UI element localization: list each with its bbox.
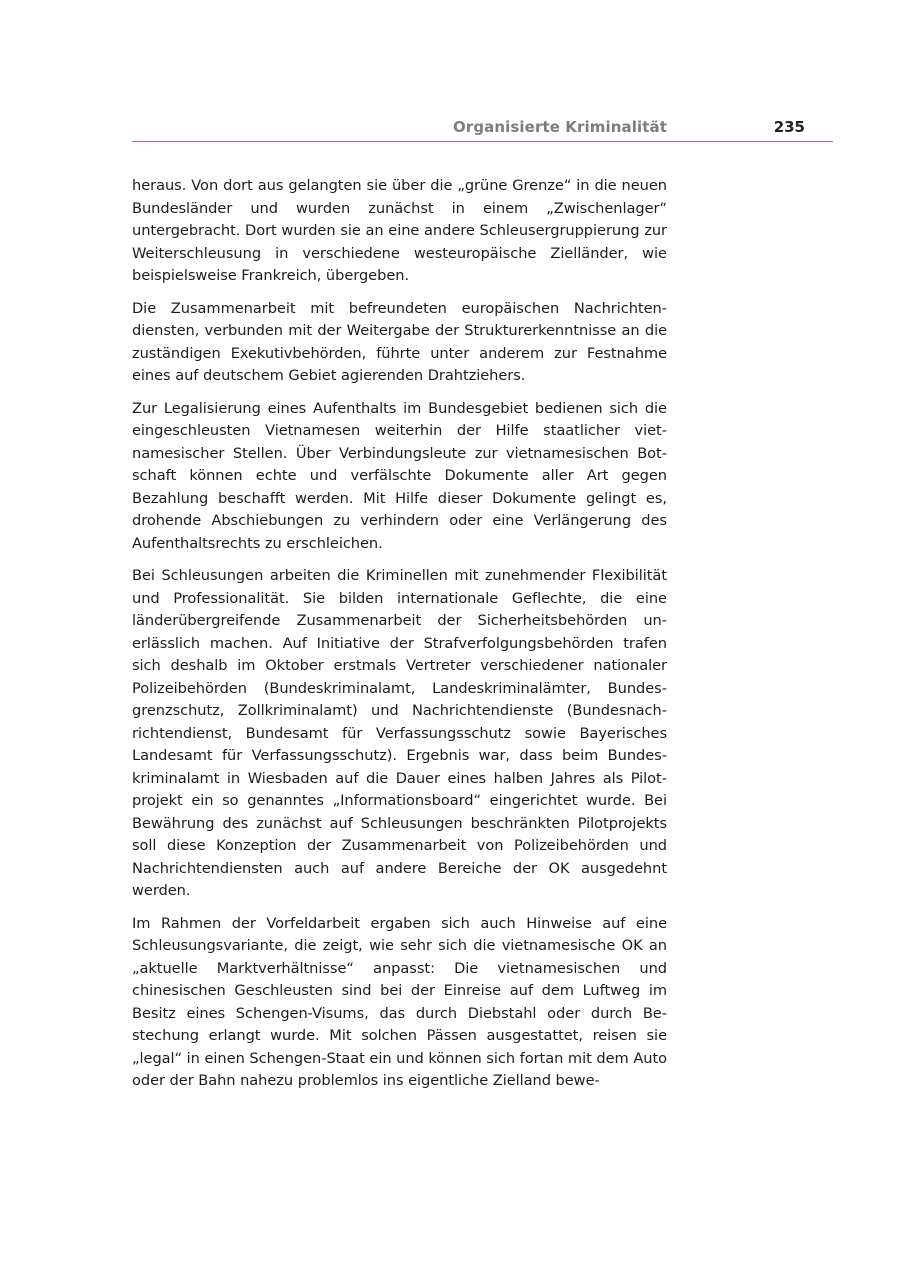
paragraph: Zur Legalisierung eines Aufenthalts im Bundesgebiet bedienen sich die eingeschleusten Vietnamesen weiterhin der Hilfe staatlicher vietnamesischer Stellen. Über Verbindungsleute zur vietnamesischen Botschaft können echte und verfälschte Dokumente aller Art gegen Bezahlung beschafft werden. Mit Hilfe dieser Dokumente gelingt es, drohende Abschiebungen zu verhindern oder eine Verlängerung des Aufenthaltsrechts zu erschleichen. <box>132 399 667 552</box>
body-text <box>132 175 667 1103</box>
paragraph: heraus. Von dort aus gelangten sie über die „grüne Grenze“ in die neuen Bundesländer und wurden zunächst in einem „Zwischenlager“ untergebracht. Dort wurden sie an eine andere Schleusergruppierung zur Weiterschleusung in verschiedene westeuropäische Zielländer, wie beispielsweise Frankreich, übergeben. <box>132 177 667 284</box>
paragraph: Bei Schleusungen arbeiten die Kriminellen mit zunehmender Flexibilität und Professionalität. Sie bilden internationale Geflechte, die eine länderübergreifende Zusammenarbeit der Sicherheitsbehörden unerlässlich machen. Auf Initiative der Strafverfolgungsbehörden trafen sich deshalb im Oktober erstmals Vertreter verschiedener nationaler Polizeibehörden (Bundeskriminalamt, Landeskriminalämter, Bundesgrenzschutz, Zollkriminalamt) und Nachrichtendienste (Bundesnachrichtendienst, Bundesamt für Verfassungsschutz sowie Bayerisches Landesamt für Verfassungsschutz). Ergebnis war, dass beim Bundeskriminalamt in Wiesbaden auf die Dauer eines halben Jahres als Pilotprojekt ein so genanntes „Informationsboard“ eingerichtet wurde. Bei Bewährung des zunächst auf Schleusungen beschränkten Pilotprojekts soll diese Konzeption der Zusammenarbeit von Polizeibehörden und Nachrichtendiensten auch auf andere Bereiche der OK ausgedehnt werden. <box>132 567 667 899</box>
paragraph: Die Zusammenarbeit mit befreundeten europäischen Nachrichtendiensten, verbunden mit der Weitergabe der Strukturerkenntnisse an die zuständigen Exekutivbehörden, führte unter anderem zur Festnahme eines auf deutschem Gebiet agierenden Drahtziehers. <box>132 299 667 384</box>
page-number: 235 <box>773 118 805 136</box>
paragraph: Im Rahmen der Vorfeldarbeit ergaben sich auch Hinweise auf eine Schleusungsvariante, die zeigt, wie sehr sich die vietnamesische OK an „aktuelle Marktverhältnisse“ anpasst: Die vietnamesischen und chinesischen Geschleusten sind bei der Einreise auf dem Luftweg im Besitz eines Schengen-Visums, das durch Diebstahl oder durch Bestechung erlangt wurde. Mit solchen Pässen ausgestattet, reisen sie „legal“ in einen Schengen-Staat ein und können sich fortan mit dem Auto oder der Bahn nahezu problemlos ins eigentliche Zielland bewe- <box>132 914 667 1089</box>
chapter-title: Organisierte Kriminalität <box>452 118 667 136</box>
running-header <box>132 116 833 142</box>
